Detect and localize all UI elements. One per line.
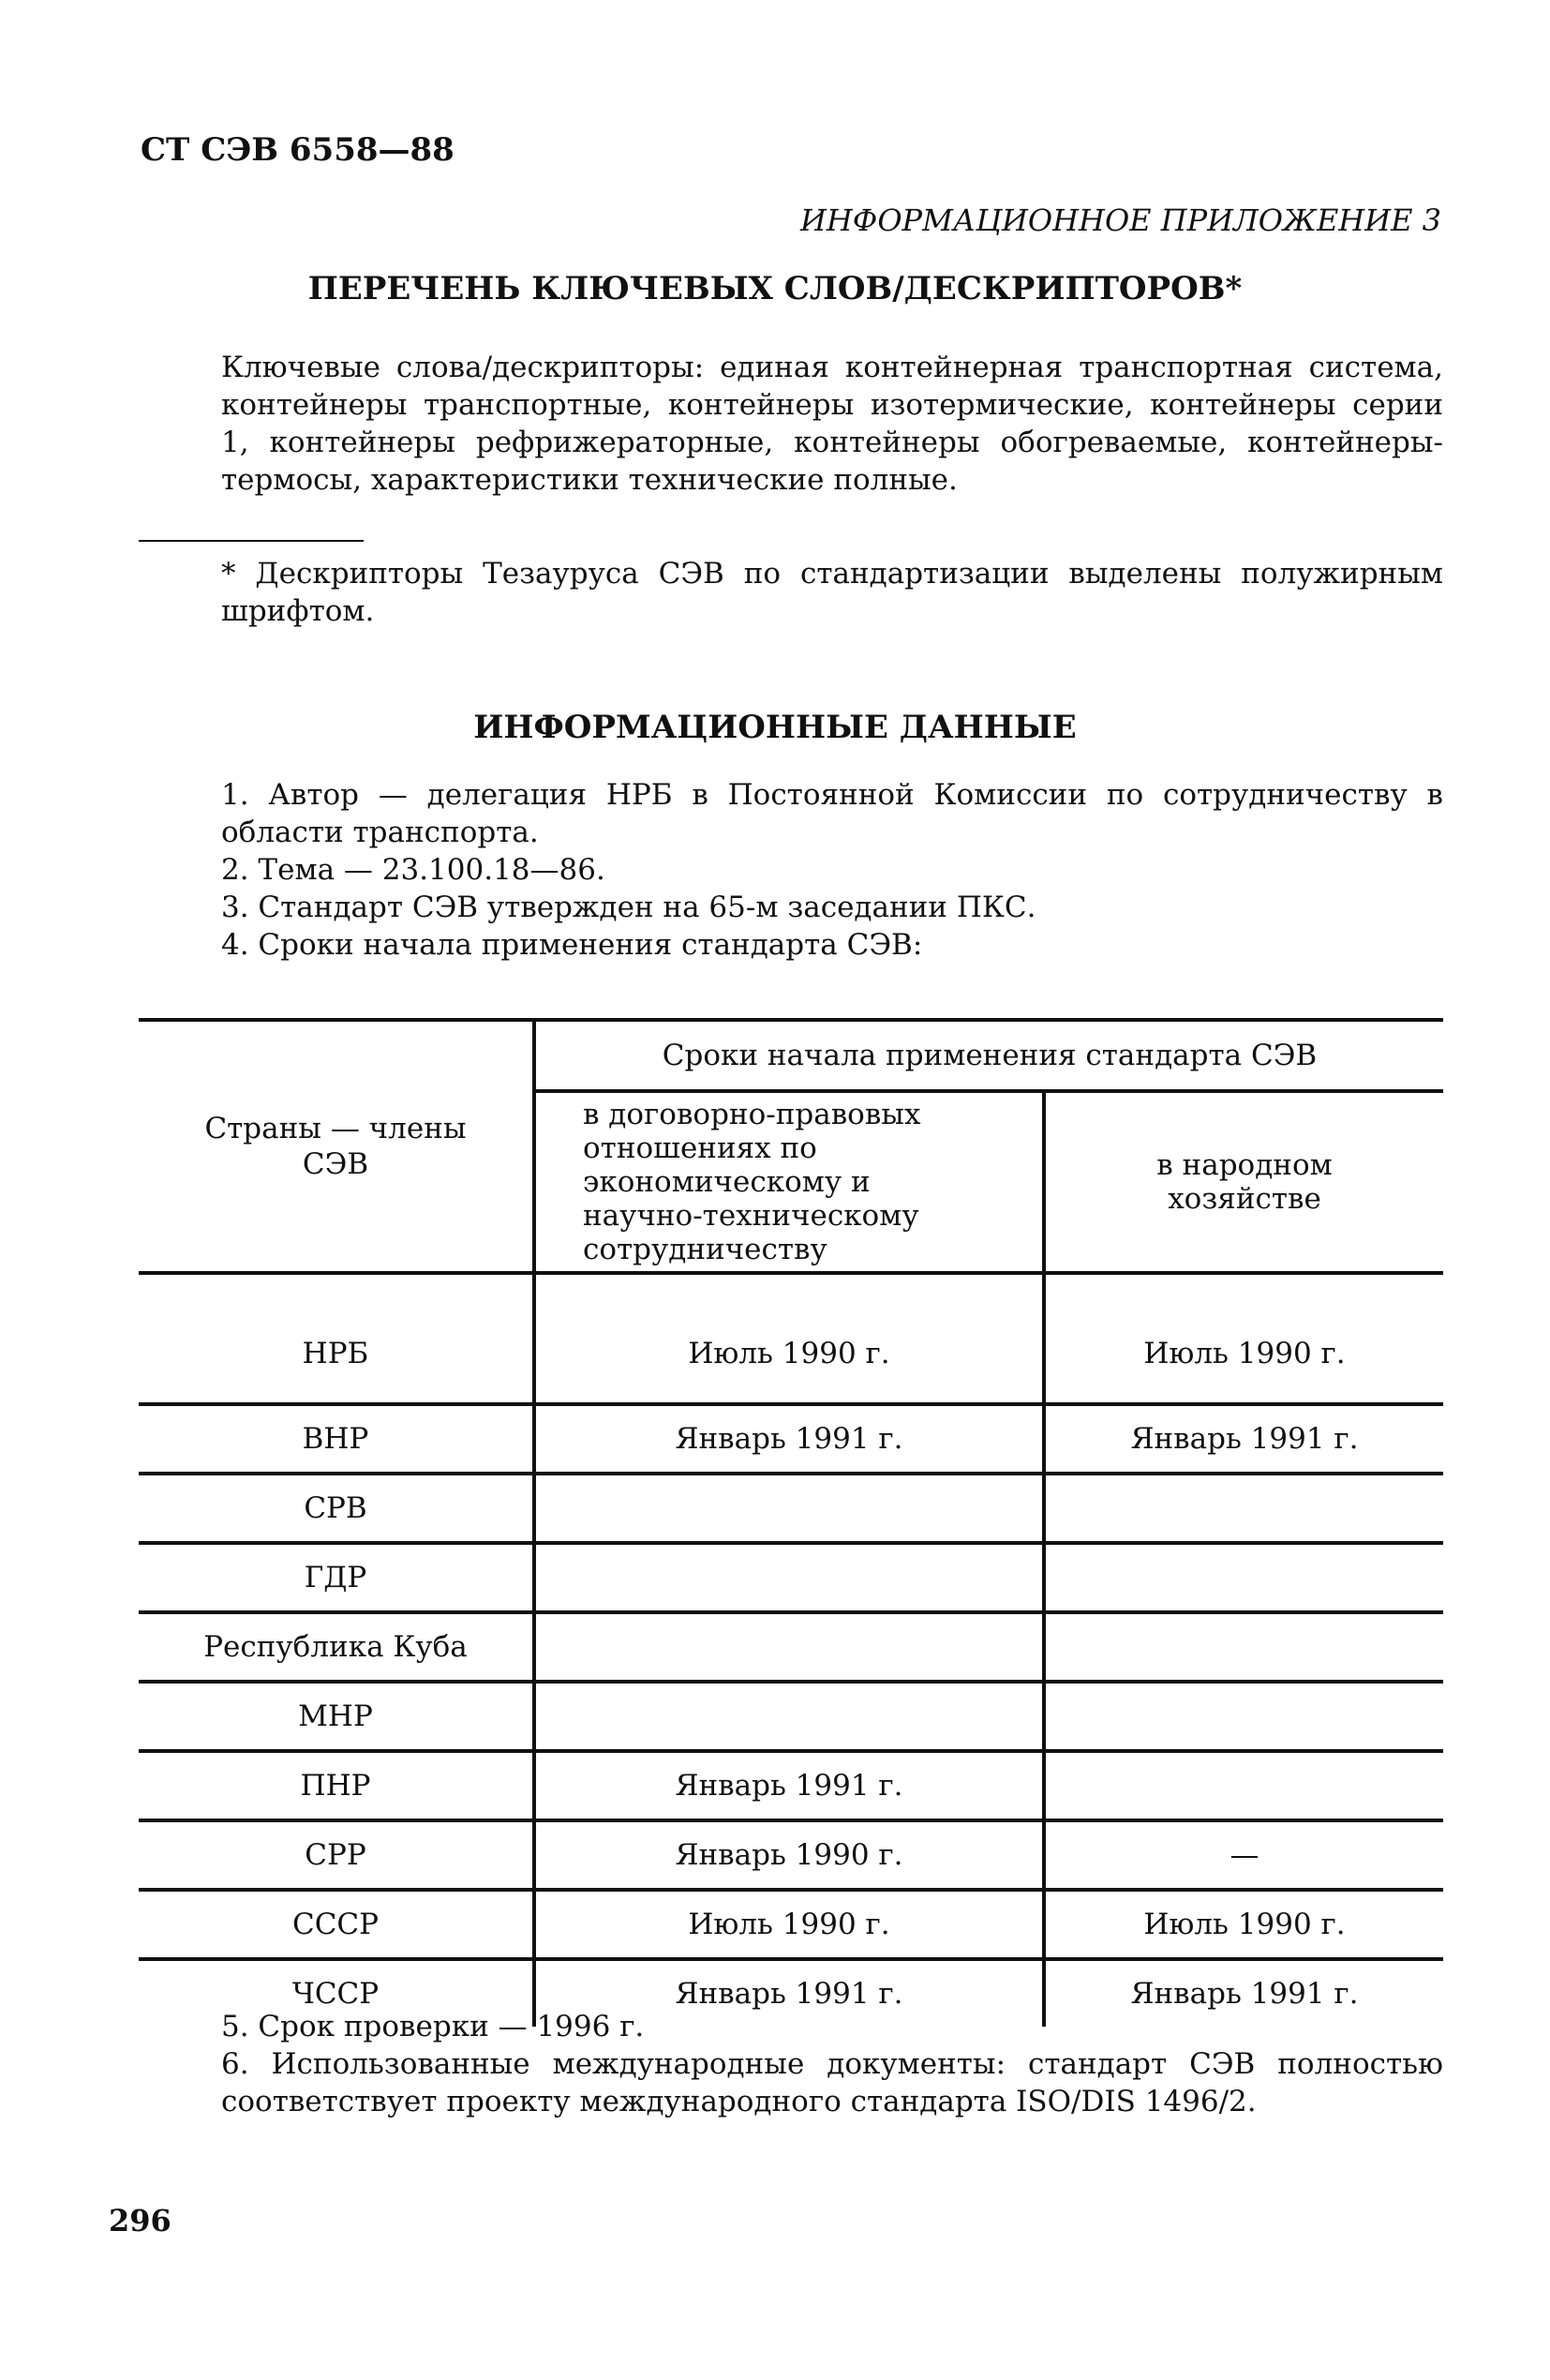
table-cell-contract	[534, 1682, 1044, 1751]
info-item-3: 3. Стандарт СЭВ утвержден на 65-м заседании ПКС.	[221, 891, 1036, 924]
table-cell-contract	[534, 1543, 1044, 1612]
table-row-country: НРБ	[139, 1273, 534, 1404]
table-cell-economy: Июль 1990 г.	[1044, 1890, 1443, 1959]
table-cell-economy	[1044, 1474, 1443, 1543]
keywords-paragraph	[139, 349, 1443, 499]
table-row-country: Республика Куба	[139, 1612, 534, 1682]
footnote-text: * Дескрипторы Тезауруса СЭВ по стандартизации выделены полужирным шрифтом.	[221, 557, 1443, 628]
info-title: ИНФОРМАЦИОННЫЕ ДАННЫЕ	[473, 709, 1077, 746]
table-row-country: ВНР	[139, 1404, 534, 1474]
table-cell-economy	[1044, 1682, 1443, 1751]
standard-number: СТ СЭВ 6558—88	[141, 131, 455, 169]
table-row-country: СРР	[139, 1820, 534, 1890]
table-row-country: ПНР	[139, 1751, 534, 1820]
table-cell-contract: Июль 1990 г.	[534, 1890, 1044, 1959]
table-cell-economy: Январь 1991 г.	[1044, 1959, 1443, 2027]
header-countries	[139, 1020, 534, 1273]
table-cell-economy: Июль 1990 г.	[1044, 1273, 1443, 1404]
header-economy-label: в народном хозяйстве	[1156, 1148, 1333, 1216]
table-row-country: ГДР	[139, 1543, 534, 1612]
table-cell-economy	[1044, 1543, 1443, 1612]
info-item-6: 6. Использованные международные документы: стандарт СЭВ полностью соответствует проекту международного стандарта ISO/DIS 1496/2.	[221, 2047, 1443, 2118]
table-cell-economy	[1044, 1751, 1443, 1820]
info-list	[139, 776, 1443, 964]
table-cell-contract	[534, 1612, 1044, 1682]
info-item-5: 5. Срок проверки — 1996 г.	[221, 2010, 645, 2043]
footnote	[139, 555, 1443, 630]
table-cell-economy: Январь 1991 г.	[1044, 1404, 1443, 1474]
table-cell-contract: Январь 1990 г.	[534, 1820, 1044, 1890]
keywords-text: Ключевые слова/дескрипторы: единая контейнерная транспортная система, контейнеры транспортные, контейнеры изотермические, контейнеры серии 1, контейнеры рефрижераторные, контейнеры обогреваемые, контейнеры-термосы, характеристики технические полные.	[221, 351, 1443, 497]
info-list-continued	[139, 2008, 1443, 2120]
header-contract-relations	[534, 1091, 1044, 1273]
page-number: 296	[109, 2203, 171, 2238]
table-cell-contract	[534, 1474, 1044, 1543]
table-row-country: СССР	[139, 1890, 534, 1959]
table-cell-contract: Июль 1990 г.	[534, 1273, 1044, 1404]
info-item-2: 2. Тема — 23.100.18—86.	[221, 853, 605, 887]
table-cell-contract: Январь 1991 г.	[534, 1959, 1044, 2027]
info-item-1: 1. Автор — делегация НРБ в Постоянной Комиссии по сотрудничеству в области транспорта.	[221, 778, 1443, 849]
table-cell-economy	[1044, 1612, 1443, 1682]
annex-label: ИНФОРМАЦИОННОЕ ПРИЛОЖЕНИЕ 3	[799, 202, 1441, 238]
header-national-economy	[1044, 1091, 1443, 1273]
table-row-country: СРВ	[139, 1474, 534, 1543]
info-item-4: 4. Сроки начала применения стандарта СЭВ:	[221, 928, 923, 962]
table-row-country: МНР	[139, 1682, 534, 1751]
application-dates-table	[139, 1018, 1443, 2027]
table-cell-contract: Январь 1991 г.	[534, 1404, 1044, 1474]
table-row-country: ЧССР	[139, 1959, 534, 2027]
footnote-divider	[139, 540, 364, 542]
table-cell-contract: Январь 1991 г.	[534, 1751, 1044, 1820]
keywords-title: ПЕРЕЧЕНЬ КЛЮЧЕВЫХ СЛОВ/ДЕСКРИПТОРОВ*	[307, 270, 1243, 307]
header-countries-label: Страны — члены СЭВ	[204, 1112, 467, 1181]
table-cell-economy: —	[1044, 1820, 1443, 1890]
header-contract-label: в договорно-правовых отношениях по экономическому и научно-техническому сотрудничеству	[583, 1098, 921, 1266]
header-application-dates: Сроки начала применения стандарта СЭВ	[534, 1020, 1443, 1091]
